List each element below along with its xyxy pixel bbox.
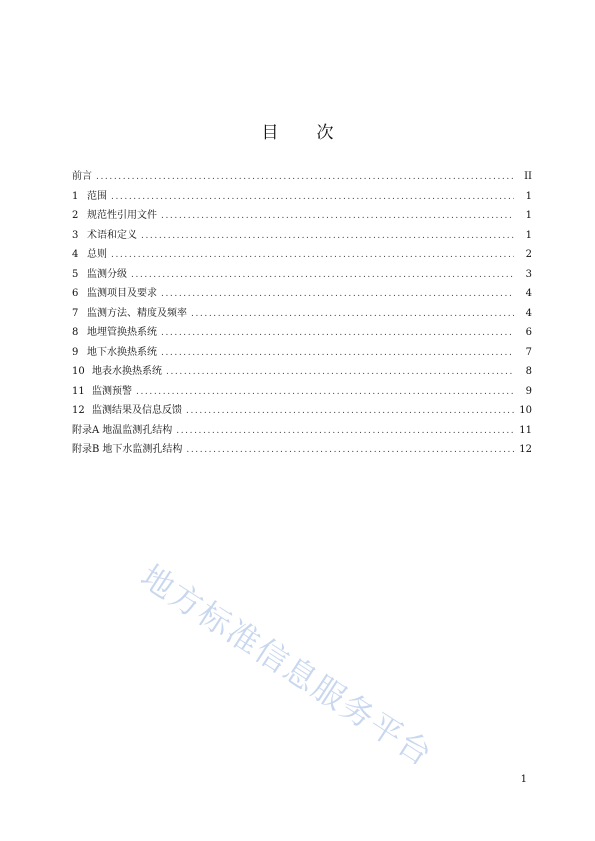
toc-leader-dots xyxy=(176,426,514,436)
toc-entry-label: 监测分级 xyxy=(87,268,127,280)
toc-entry-1[interactable] xyxy=(72,187,532,207)
toc-entry-page: 1 xyxy=(525,210,532,221)
toc-entry-number: 7 xyxy=(72,307,79,319)
toc-entry-label: 监测项目及要求 xyxy=(87,288,157,299)
toc-leader-dots xyxy=(161,328,514,338)
toc-leader-dots xyxy=(96,172,514,182)
toc-entry-number: 8 xyxy=(72,327,79,338)
toc-leader-dots xyxy=(141,231,514,241)
toc-entry-3[interactable] xyxy=(72,226,532,246)
toc-entry-label: 范围 xyxy=(87,190,107,202)
toc-entry-page: 2 xyxy=(525,249,532,260)
toc-entry-number: 12 xyxy=(72,405,85,416)
toc-entry-page: 4 xyxy=(525,288,532,299)
toc-leader-dots xyxy=(136,387,514,397)
toc-entry-number: 6 xyxy=(72,288,79,299)
toc-entry-9[interactable] xyxy=(72,343,532,363)
toc-entry-page: 7 xyxy=(525,346,532,358)
toc-entry-label: 监测预警 xyxy=(92,385,132,397)
toc-entry-6[interactable] xyxy=(72,284,532,304)
toc-entry-appendix-a[interactable] xyxy=(72,421,532,441)
toc-entry-label: 地埋管换热系统 xyxy=(87,327,157,338)
toc-leader-dots xyxy=(131,270,514,280)
toc-entry-label: 规范性引用文件 xyxy=(87,210,157,221)
toc-entry-2[interactable] xyxy=(72,206,532,226)
toc-entry-label: 监测方法、精度及频率 xyxy=(87,307,187,319)
toc-entry-page: 10 xyxy=(519,405,532,416)
toc-entry-label: 术语和定义 xyxy=(87,229,137,241)
toc-entry-appendix-b[interactable] xyxy=(72,440,532,460)
toc-entry-label: 监测结果及信息反馈 xyxy=(92,405,182,416)
toc-entry-12[interactable] xyxy=(72,401,532,421)
toc-leader-dots xyxy=(186,445,514,455)
toc-entry-number: 11 xyxy=(72,385,85,397)
toc-entry-label: 地下水换热系统 xyxy=(87,346,157,358)
toc-entry-7[interactable] xyxy=(72,304,532,324)
toc-entry-number: 10 xyxy=(72,366,85,377)
toc-entry-preface[interactable] xyxy=(72,167,532,187)
toc-entry-label: 前言 xyxy=(72,171,92,182)
toc-entry-page: 6 xyxy=(525,327,532,338)
toc-entry-label: 总则 xyxy=(87,249,107,260)
toc-entry-number: 1 xyxy=(72,190,79,202)
toc-leader-dots xyxy=(111,250,514,260)
toc-entry-page: 11 xyxy=(519,424,532,436)
toc-entry-page: 4 xyxy=(525,307,532,319)
toc-entry-page: 12 xyxy=(519,444,532,455)
toc-leader-dots xyxy=(186,406,514,416)
toc-entry-8[interactable] xyxy=(72,323,532,343)
toc-entry-label: 地下水监测孔结构 xyxy=(102,444,183,455)
toc-leader-dots xyxy=(161,211,514,221)
toc-leader-dots xyxy=(111,192,514,202)
toc-leader-dots xyxy=(166,367,514,377)
toc-entry-page: 9 xyxy=(525,385,532,397)
toc-leader-dots xyxy=(161,348,514,358)
toc-entry-number: 附录B xyxy=(72,444,100,455)
page-number: 1 xyxy=(520,774,527,785)
toc-entry-page: II xyxy=(524,171,532,182)
toc-title-right: 次 xyxy=(316,123,334,143)
toc-title-left: 目 xyxy=(261,123,279,143)
toc-title xyxy=(0,118,595,143)
toc-entry-4[interactable] xyxy=(72,245,532,265)
toc-entry-label: 地温监测孔结构 xyxy=(102,424,173,436)
toc-entry-5[interactable] xyxy=(72,265,532,285)
toc-entry-page: 1 xyxy=(525,190,532,202)
watermark: 地方标准信息服务平台 xyxy=(134,557,440,775)
table-of-contents xyxy=(72,167,532,460)
toc-leader-dots xyxy=(191,309,514,319)
toc-entry-10[interactable] xyxy=(72,362,532,382)
toc-entry-number: 附录A xyxy=(72,424,100,436)
toc-entry-number: 2 xyxy=(72,210,79,221)
toc-leader-dots xyxy=(161,289,514,299)
toc-entry-number: 9 xyxy=(72,346,79,358)
toc-entry-number: 5 xyxy=(72,268,79,280)
toc-entry-number: 4 xyxy=(72,249,79,260)
toc-entry-page: 1 xyxy=(525,229,532,241)
toc-entry-label: 地表水换热系统 xyxy=(92,366,162,377)
toc-entry-page: 8 xyxy=(525,366,532,377)
toc-entry-number: 3 xyxy=(72,229,79,241)
toc-entry-11[interactable] xyxy=(72,382,532,402)
toc-entry-page: 3 xyxy=(525,268,532,280)
